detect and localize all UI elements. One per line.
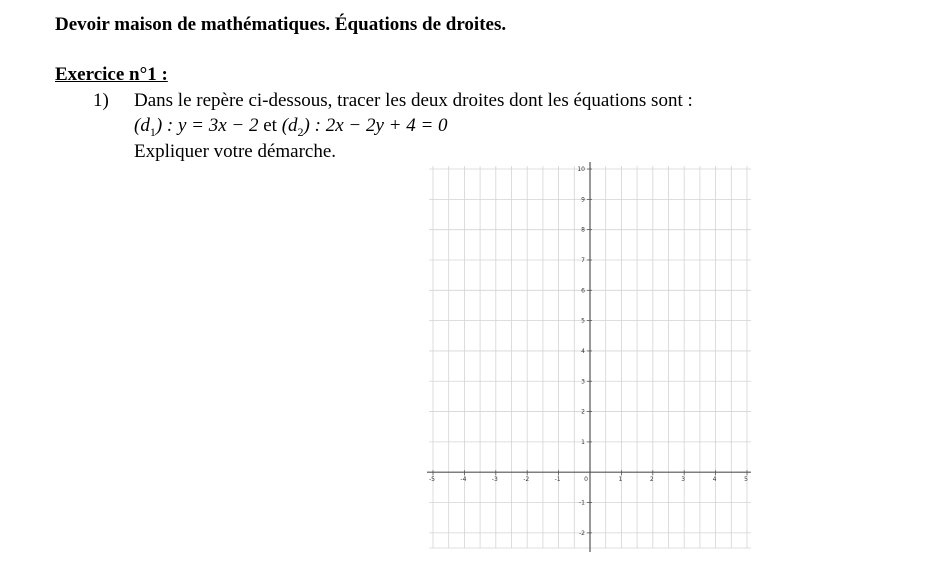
equation-d1-name: (d bbox=[134, 115, 150, 136]
equation-d1-subscript: 1 bbox=[149, 124, 156, 139]
coordinate-grid[interactable] bbox=[425, 160, 755, 555]
x-tick-label: -1 bbox=[554, 476, 561, 484]
question-text: Dans le repère ci-dessous, tracer les deux droites dont les équations sont : bbox=[134, 90, 693, 111]
x-tick-label: -5 bbox=[429, 476, 435, 484]
y-tick-label: 5 bbox=[581, 317, 585, 325]
equation-d2 bbox=[281, 115, 448, 139]
equation-conjunction: et bbox=[263, 115, 277, 136]
y-tick-label: 9 bbox=[581, 196, 585, 204]
x-tick-label: -3 bbox=[491, 476, 498, 484]
x-tick-label: 3 bbox=[681, 476, 686, 484]
y-tick-label: -2 bbox=[579, 529, 585, 537]
explanation-instruction: Expliquer votre démarche. bbox=[134, 141, 337, 162]
equations-line bbox=[134, 115, 448, 140]
y-tick-label: 7 bbox=[581, 256, 585, 264]
question-number: 1) bbox=[93, 90, 109, 111]
y-tick-label: 1 bbox=[581, 438, 585, 446]
y-tick-label: 8 bbox=[581, 226, 585, 234]
y-tick-label: 10 bbox=[577, 166, 585, 174]
y-tick-label: 2 bbox=[581, 408, 585, 416]
y-tick-label: 4 bbox=[581, 347, 585, 355]
page-title: Devoir maison de mathématiques. Équations de droites. bbox=[55, 14, 507, 35]
y-tick-label: -1 bbox=[579, 499, 585, 507]
x-tick-label: 5 bbox=[744, 476, 748, 484]
x-tick-label: 0 bbox=[584, 476, 588, 484]
exercise-title: Exercice n°1 : bbox=[55, 64, 168, 85]
equation-d1-body: ) : y = 3x − 2 bbox=[155, 115, 259, 136]
equation-d2-subscript: 2 bbox=[297, 124, 304, 139]
x-tick-label: -4 bbox=[460, 476, 467, 484]
x-tick-label: -2 bbox=[523, 476, 530, 484]
y-tick-label: 3 bbox=[581, 378, 585, 386]
equation-d1 bbox=[134, 115, 259, 139]
x-tick-label: 2 bbox=[649, 476, 654, 484]
x-tick-label: 4 bbox=[712, 476, 717, 484]
equation-d2-body: ) : 2x − 2y + 4 = 0 bbox=[303, 115, 448, 136]
x-tick-label: 1 bbox=[618, 476, 623, 484]
equation-d2-name: (d bbox=[281, 115, 298, 136]
y-tick-label: 6 bbox=[581, 287, 585, 295]
